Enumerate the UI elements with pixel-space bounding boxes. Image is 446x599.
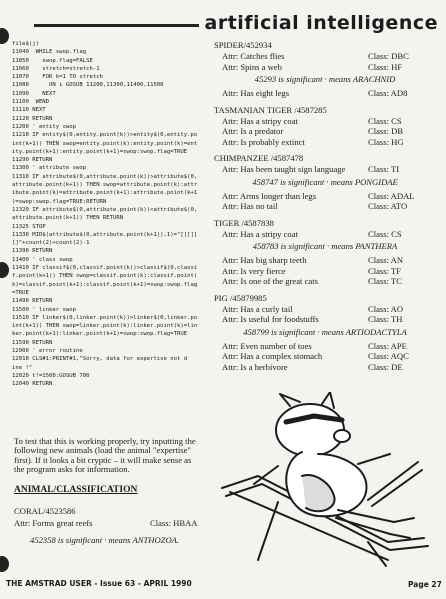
attribute-row [214,201,436,212]
code-line: 11290 RETURN [12,157,53,164]
code-line: 11070 FOR k=1 TO stretch [12,74,103,81]
section-heading: ANIMAL/CLASSIFICATION [14,485,138,495]
attribute-text: Attr: Has a curly tail [222,303,293,314]
code-line: 11100 WEND [12,99,50,106]
attribute-text: Attr: Has eight legs [222,88,290,98]
attribute-text: Attr: Is very fierce [222,265,286,276]
code-line: 11490 RETURN [12,298,53,305]
attribute-row [214,276,436,287]
code-line: ine !" [12,364,33,371]
attribute-row [214,314,436,325]
code-line: file$(j) [12,41,39,47]
significance-note: 45293 is significant · means ARACHNID [254,74,396,84]
code-line: 11210 IF entity$(0,entity.point(k))>entity$(0,entity.po [12,132,198,139]
attribute-text: Attr: Has no tail [222,201,278,211]
attribute-row [214,351,436,362]
attribute-text: Attr: Catches flies [222,51,285,61]
code-line: 12010 CLS#1:PRINT#1,"Sorry, data for expertise not d [12,356,188,363]
class-code: Class: AD8 [368,88,408,98]
code-line: 11500 ' linker swop [12,306,76,313]
attribute-row [214,304,436,315]
class-code: Class: DBC [368,51,409,61]
entry-spacer [214,287,436,291]
attribute-row [214,191,436,202]
class-code: Class: TH [368,314,403,324]
code-line: 11300 ' attribute swop [12,165,87,172]
binder-hole-bottom [0,556,9,572]
code-line: ibute.point(k)=attribute.point(k+1):attribute.point(k+1 [12,190,198,197]
code-line: ker.point(k+1):linker.point(k+1)=swop:swop.flag=TRUE [12,331,188,338]
class-code: Class: HG [368,136,404,147]
class-code: Class: APE [368,340,407,351]
code-line: 11200 ' entity swop [12,123,76,130]
code-line: 11320 IF attribute$(0,attribute.point(k))<attribute$(0, [12,206,198,213]
class-code: Class: TC [368,276,402,286]
code-line: int(k+1)) THEN swop=entity.point(k):entity.point(k)=ent [12,140,198,147]
code-line: 11050 swop.flag=FALSE [12,57,93,64]
intro-paragraph: To test that this is working properly, try inputting the following new animals (load the animal "expertise" first). If it looks a bit cryptic – it will make sense as the program asks for information. [14,436,196,475]
class-code: Class: DE [368,361,403,372]
attribute-row [214,341,436,352]
attribute-row [214,116,436,127]
attribute-text: Attr: Has been taught sign language [222,164,346,174]
significance-note: 458799 is significant · means ARTIODACTYLA [243,326,407,337]
attribute-row [214,137,436,148]
code-line: 11510 IF linker$(0,linker.point(k))>linker$(0,linker.po [12,314,198,321]
attribute-text: Attr: Arms longer than legs [222,190,317,201]
attribute-row [214,62,436,73]
coral-entry-class: Class: HBAA [150,518,198,528]
code-line: attribute.point(k+1)) THEN swop=attribute.point(k):attr [12,182,198,189]
basic-code-listing [12,40,208,388]
footer-publication: THE AMSTRAD USER - Issue 63 - APRIL 1990 [6,579,192,588]
class-code: Class: TF [368,265,402,276]
class-code: Class: CS [368,228,402,239]
animal-list [214,38,436,372]
significance-note: 458783 is significant · means PANTHERA [252,241,398,251]
code-line: ity.point(k+1):entity.point(k+1)=swop:swop.flag=TRUE [12,148,188,155]
code-line: k)=classif.point(k+1):classif.point(k+1)=swop:swop.flag [12,281,198,288]
attribute-text: Attr: Has big sharp teeth [222,255,307,265]
attribute-row [214,266,436,277]
class-code: Class: CS [368,115,402,126]
coral-entry-attr: Attr: Forms great reefs [14,518,93,528]
attribute-text: Attr: Is one of the great cats [222,276,318,286]
attribute-row [214,88,436,99]
code-line: attribute.point(k+1)) THEN RETURN [12,215,124,222]
code-line: 11110 NEXT [12,107,46,114]
animal-name: TIGER /4587838 [214,217,274,228]
class-code: Class: HF [368,61,403,72]
attribute-text: Attr: Has a stripy coat [222,115,298,126]
code-line: 12020 t!=1500:GOSUB 700 [12,372,90,379]
code-line: f.point(k+1)) THEN swop=classif.point(k):classif.point( [12,273,198,280]
attribute-text: Attr: Is a herbivore [222,361,288,372]
code-line: int(k+1)) THEN swop=linker.point(k):linker.point(k)=lin [12,323,198,330]
animal-name: TASMANIAN TIGER /4587285 [214,104,327,115]
page-header [34,10,438,40]
code-line: 11390 RETURN [12,248,53,255]
code-line: 11090 NEXT [12,90,56,97]
attribute-text: Attr: Is useful for foodstuffs [222,314,319,324]
code-line: 11330 MID$(attribute$(0,attribute.point(k+1)),1)="[[[]] [12,231,198,238]
attribute-text: Attr: Spins a web [222,61,282,72]
code-line: 11310 IF attribute$(0,attribute.point(k))>attribute$(0, [12,173,198,180]
code-line: 11590 RETURN [12,339,53,346]
footer-page-number: Page 27 [408,580,442,589]
class-code: Class: AO [368,303,404,314]
code-line: 11400 ' class swop [12,256,73,263]
code-line: 11040 WHILE swop.flag [12,49,87,56]
code-line: 11060 stretch=stretch-1 [12,65,100,72]
attribute-text: Attr: Is probably extinct [222,136,305,147]
pig-in-deckchair-illustration [218,392,434,568]
coral-entry-significance: 452358 is significant · means ANTHOZOA. [30,535,180,545]
attribute-row [214,362,436,373]
attribute-row [214,126,436,137]
attribute-row [214,229,436,240]
code-line: 11325 STOP [12,223,46,230]
animal-name: PIG /45879985 [214,292,267,303]
attribute-row [214,51,436,62]
animal-name: CHIMPANZEE /4587478 [214,153,304,163]
binder-hole-top [0,28,9,44]
attribute-text: Attr: Has a stripy coat [222,228,298,239]
code-line: 11080 ON i GOSUB 11200,11300,11400,11500 [12,82,164,89]
class-code: Class: AQC [368,351,409,361]
entry-spacer [214,147,436,151]
significance-note: 458747 is significant · means PONGIDAE [252,176,398,187]
code-line: 12040 RETURN [12,381,53,388]
entry-spacer [214,212,436,216]
attribute-text: Attr: Has a complex stomach [222,351,323,361]
attribute-text: Attr: Is a predator [222,126,284,136]
class-code: Class: AN [368,255,404,265]
code-line: 11120 RETURN [12,115,53,122]
attribute-text: Attr: Even number of toes [222,340,312,351]
class-code: Class: ATO [368,201,408,211]
attribute-row [214,255,436,266]
coral-entry-name: CORAL/4523586 [14,506,76,516]
class-code: Class: TI [368,164,400,174]
entry-spacer [214,99,436,103]
code-line: 12000 ' error routine [12,347,83,354]
class-code: Class: DB [368,126,404,136]
page-title: artificial intelligence [199,12,439,34]
code-line: 11410 IF classif$(0,classif.point(k))>classif$(0,classi [12,265,198,272]
class-code: Class: ADAL [368,190,415,201]
attribute-row [214,164,436,175]
code-line: ]]"+count(2)+count(2)-1 [12,240,90,247]
binder-hole-middle [0,262,9,278]
code-line: )=swop:swop.flag=TRUE:RETURN [12,198,107,205]
code-line: =TRUE [12,289,29,296]
animal-name: SPIDER/452934 [214,40,272,50]
